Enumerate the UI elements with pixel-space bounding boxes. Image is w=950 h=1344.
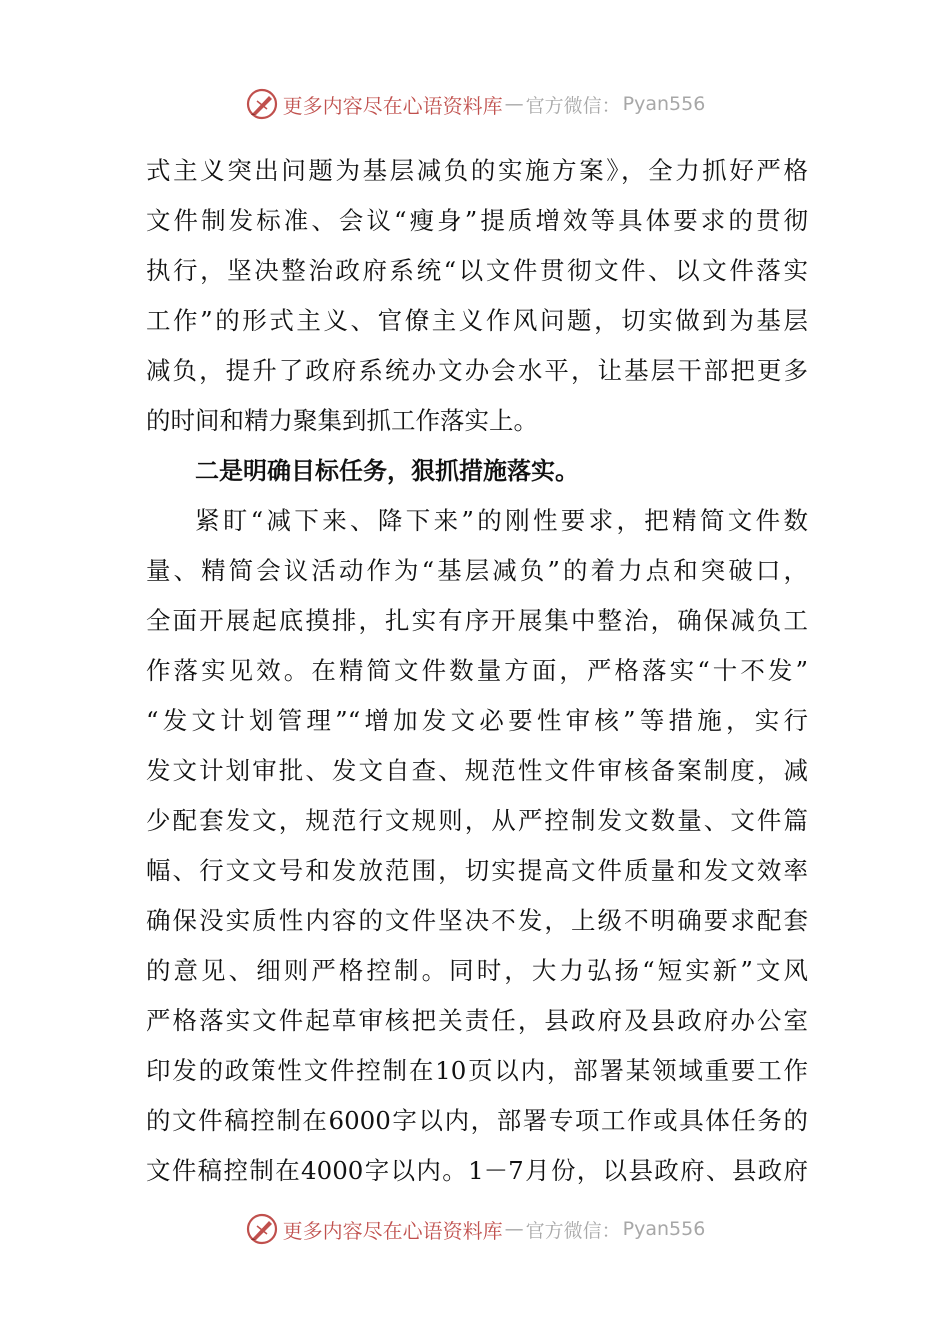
banner-text: 更多内容尽在心语资料库 — [282, 1218, 503, 1243]
text-line: 文件制发标准、会议“瘦身”提质增效等具体要求的贯彻 — [146, 206, 808, 235]
banner-wechat-id: Pyan556 — [622, 1218, 706, 1240]
text-line: 减负，提升了政府系统办文办会水平，让基层干部把更多 — [146, 356, 808, 385]
banner-dash: — — [504, 1218, 524, 1240]
text-line: 幅、行文文号和发放范围，切实提高文件质量和发文效率 — [146, 856, 808, 885]
text-line: 的时间和精力聚集到抓工作落实上。 — [146, 406, 538, 435]
text-line: 执行，坚决整治政府系统“以文件贯彻文件、以文件落实 — [146, 256, 808, 285]
text-line: 作落实见效。在精简文件数量方面，严格落实“十不发” — [146, 656, 808, 685]
text-line: 全面开展起底摸排，扎实有序开展集中整治，确保减负工 — [146, 606, 808, 635]
text-line: 严格落实文件起草审核把关责任，县政府及县政府办公室 — [146, 1006, 808, 1035]
banner-text: 更多内容尽在心语资料库 — [282, 93, 503, 118]
text-line: “发文计划管理”“增加发文必要性审核”等措施，实行 — [146, 706, 808, 735]
text-line: 工作”的形式主义、官僚主义作风问题，切实做到为基层 — [146, 306, 808, 335]
banner-wechat-label: 官方微信： — [525, 94, 621, 117]
pen-logo-icon — [245, 1212, 279, 1246]
text-line: 式主义突出问题为基层减负的实施方案》，全力抓好严格 — [146, 156, 808, 185]
text-line: 印发的政策性文件控制在10页以内，部署某领域重要工作 — [146, 1056, 808, 1085]
document-body — [146, 146, 808, 1196]
text-line: 的文件稿控制在6000字以内，部署专项工作或具体任务的 — [146, 1106, 808, 1135]
section-heading: 二是明确目标任务，狠抓措施落实。 — [195, 457, 579, 485]
text-line: 少配套发文，规范行文规则，从严控制发文数量、文件篇 — [146, 806, 808, 835]
pen-logo-icon — [245, 87, 279, 121]
banner-wechat-label: 官方微信： — [525, 1219, 621, 1242]
text-line: 量、精简会议活动作为“基层减负”的着力点和突破口， — [146, 556, 808, 585]
text-line: 确保没实质性内容的文件坚决不发，上级不明确要求配套 — [146, 906, 808, 935]
banner-dash: — — [504, 93, 524, 115]
text-line: 发文计划审批、发文自查、规范性文件审核备案制度，减 — [146, 756, 808, 785]
footer-banner — [0, 1209, 950, 1249]
text-line: 紧盯“减下来、降下来”的刚性要求，把精简文件数 — [195, 506, 808, 535]
header-banner — [0, 84, 950, 124]
text-line: 文件稿控制在4000字以内。1－7月份，以县政府、县政府 — [146, 1156, 808, 1185]
banner-wechat-id: Pyan556 — [622, 93, 706, 115]
text-line: 的意见、细则严格控制。同时，大力弘扬“短实新”文风 — [146, 956, 808, 985]
